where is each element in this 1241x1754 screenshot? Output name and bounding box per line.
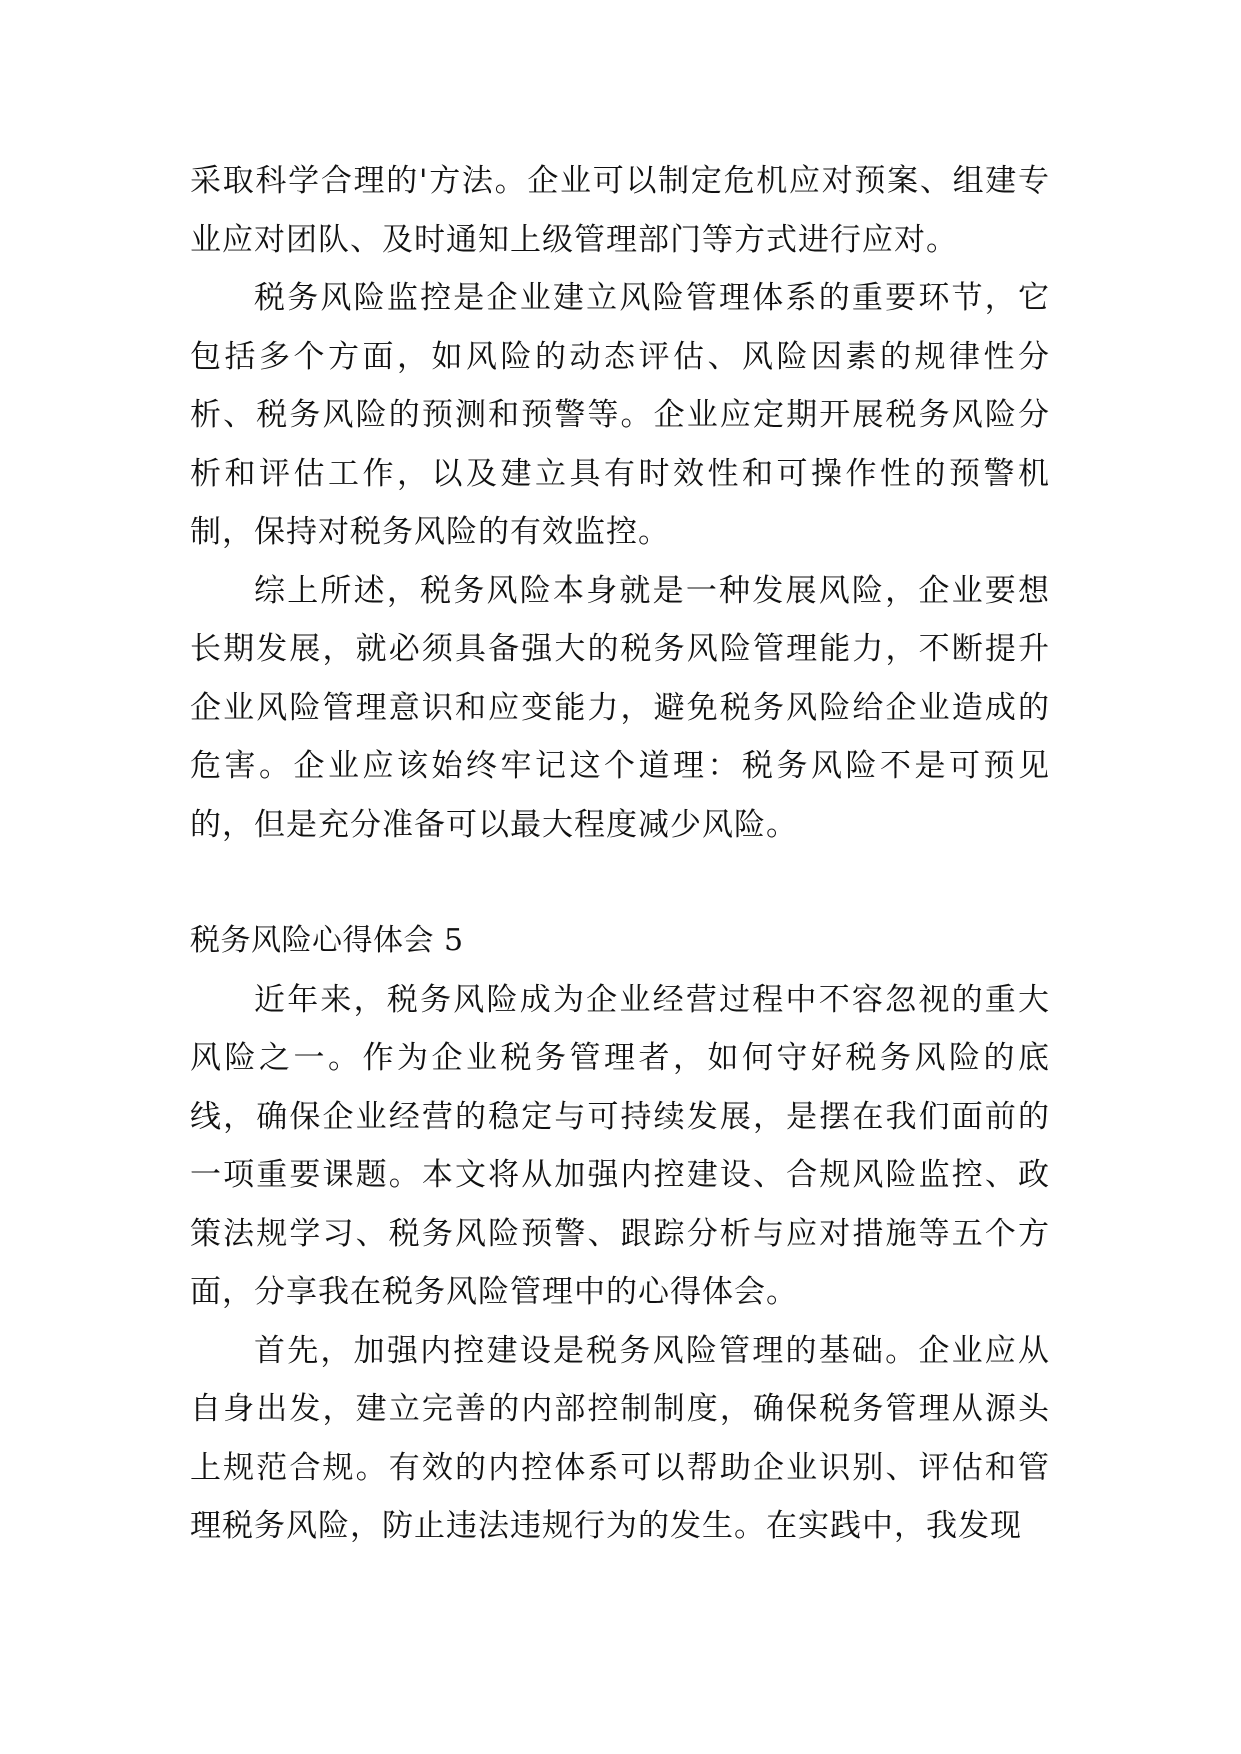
paragraph-risk-monitoring: 税务风险监控是企业建立风险管理体系的重要环节，它包括多个方面，如风险的动态评估、风险因素的规律性分析、税务风险的预测和预警等。企业应定期开展税务风险分析和评估工作，以及建立具有时效性和可操作性的预警机制，保持对税务风险的有效监控。	[190, 280, 1050, 550]
paragraph-introduction: 近年来，税务风险成为企业经营过程中不容忽视的重大风险之一。作为企业税务管理者，如何守好税务风险的底线，确保企业经营的稳定与可持续发展，是摆在我们面前的一项重要课题。本文将从加强内控建设、合规风险监控、政策法规学习、税务风险预警、跟踪分析与应对措施等五个方面，分享我在税务风险管理中的心得体会。	[190, 981, 1050, 1310]
paragraph-internal-control: 首先，加强内控建设是税务风险管理的基础。企业应从自身出发，建立完善的内部控制制度，确保税务管理从源头上规范合规。有效的内控体系可以帮助企业识别、评估和管理税务风险，防止违法违规行为的发生。在实践中，我发现	[190, 1332, 1050, 1544]
paragraph-crisis-response: 采取科学合理的'方法。企业可以制定危机应对预案、组建专业应对团队、及时通知上级管理部门等方式进行应对。	[190, 163, 1050, 258]
document-body	[190, 152, 1050, 1556]
section-title: 税务风险心得体会 5	[190, 923, 464, 958]
paragraph-summary: 综上所述，税务风险本身就是一种发展风险，企业要想长期发展，就必须具备强大的税务风险管理能力，不断提升企业风险管理意识和应变能力，避免税务风险给企业造成的危害。企业应该始终牢记这个道理：税务风险不是可预见的，但是充分准备可以最大程度减少风险。	[190, 572, 1050, 843]
